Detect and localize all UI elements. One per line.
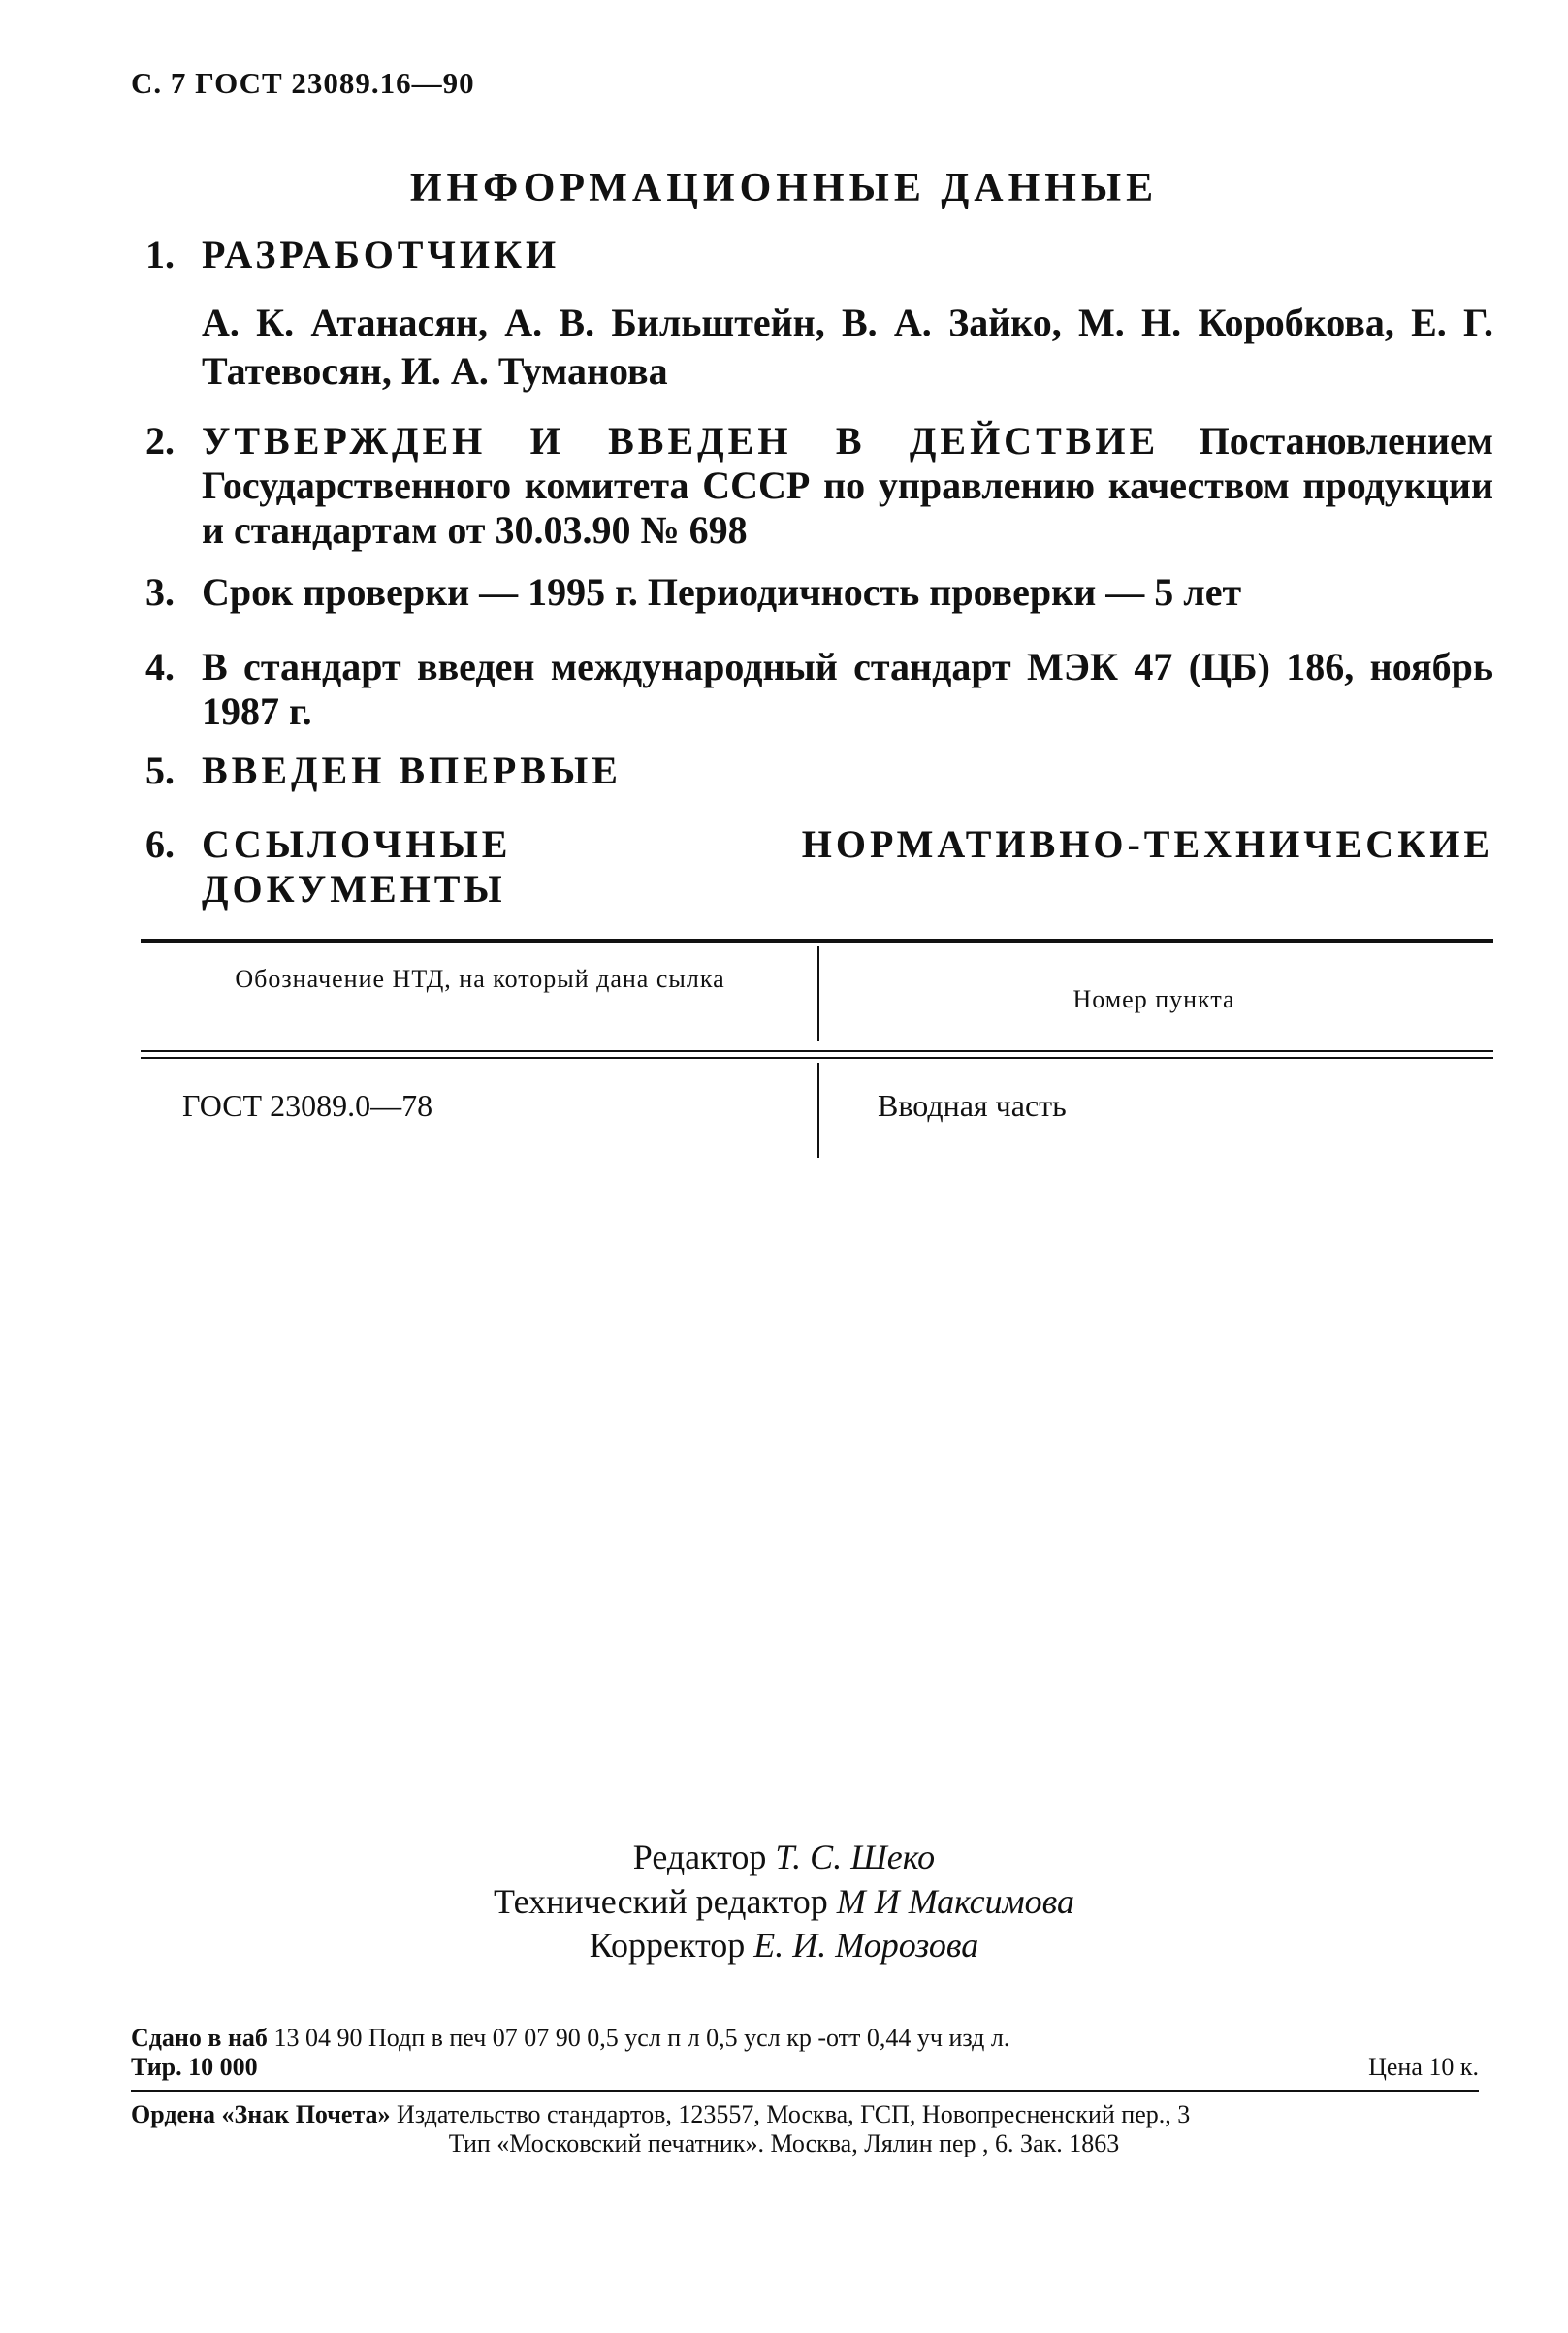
credit-corrector xyxy=(0,1925,1568,1965)
item-body xyxy=(202,419,1493,553)
item-number: 6. xyxy=(145,822,175,866)
publisher-line xyxy=(131,2100,1190,2129)
submitted-date: 13 04 90 xyxy=(273,2024,363,2052)
table-body-divider xyxy=(817,1063,819,1158)
publisher-prefix: Ордена «Знак Почета» xyxy=(131,2100,391,2128)
item-6 xyxy=(145,822,1493,911)
item-number: 2. xyxy=(145,419,175,463)
item-5 xyxy=(145,749,1493,793)
table-header-clause: Номер пункта xyxy=(1072,985,1235,1013)
table-top-rule xyxy=(141,939,1493,943)
submitted-label: Сдано в наб xyxy=(131,2024,268,2052)
tech-editor-label: Технический редактор xyxy=(494,1882,828,1921)
corrector-name: Е. И. Морозова xyxy=(753,1926,979,1965)
item-text: В стандарт введен международный стандарт МЭК 47 (ЦБ) 186, ноябрь 1987 г. xyxy=(202,645,1493,733)
item-number: 5. xyxy=(145,749,175,792)
credit-editor xyxy=(0,1837,1568,1877)
table-cell-clause: Вводная часть xyxy=(878,1088,1067,1123)
item-4 xyxy=(145,645,1493,734)
publisher-text: Издательство стандартов, 123557, Москва, ГСП, Новопресненский пер., 3 xyxy=(397,2100,1191,2128)
item-2 xyxy=(145,419,1493,553)
developers-list: А. К. Атанасян, А. В. Бильштейн, В. А. Зайко, М. Н. Коробкова, Е. Г. Татевосян, И. А. Туманова xyxy=(202,301,1493,393)
item-3 xyxy=(145,570,1493,615)
table-header-rule-1 xyxy=(141,1050,1493,1052)
imprint-line-2 xyxy=(131,2053,258,2082)
page-header: С. 7 ГОСТ 23089.16—90 xyxy=(131,66,475,100)
signed-label: Подп в печ xyxy=(368,2024,487,2052)
signed-date: 07 07 90 xyxy=(492,2024,581,2052)
table-header-rule-2 xyxy=(141,1057,1493,1059)
printer-line: Тип «Московский печатник». Москва, Лялин пер , 6. Зак. 1863 xyxy=(448,2129,1120,2157)
item-title: РАЗРАБОТЧИКИ xyxy=(202,233,560,276)
editor-label: Редактор xyxy=(632,1838,767,1876)
item-number: 1. xyxy=(145,233,175,276)
table-header-designation: Обозначение НТД, на который дана сылка xyxy=(235,965,725,993)
sheets-info: 0,5 усл п л 0,5 усл кр -отт 0,44 уч изд л. xyxy=(587,2024,1010,2052)
print-run-label: Тир. xyxy=(131,2053,182,2081)
item-number: 3. xyxy=(145,570,175,614)
price: Цена 10 к. xyxy=(1368,2053,1479,2081)
item-title: УТВЕРЖДЕН И ВВЕДЕН В ДЕЙСТВИЕ xyxy=(202,419,1160,463)
table-cell-designation: ГОСТ 23089.0—78 xyxy=(182,1088,433,1123)
table-header-divider xyxy=(817,946,819,1041)
tech-editor-name: М И Максимова xyxy=(836,1882,1074,1921)
editor-name: Т. С. Шеко xyxy=(775,1838,936,1876)
imprint-line-1 xyxy=(131,2024,1009,2053)
item-title: ССЫЛОЧНЫЕ НОРМАТИВНО-ТЕХНИЧЕСКИЕ ДОКУМЕНТЫ xyxy=(202,822,1493,911)
item-1 xyxy=(145,233,1493,277)
credit-tech-editor xyxy=(0,1881,1568,1922)
item-number: 4. xyxy=(145,645,175,688)
corrector-label: Корректор xyxy=(589,1926,746,1965)
section-title: ИНФОРМАЦИОННЫЕ ДАННЫЕ xyxy=(409,166,1159,210)
item-title: ВВЕДЕН ВПЕРВЫЕ xyxy=(202,749,622,792)
imprint-rule xyxy=(131,2090,1479,2092)
print-run-value: 10 000 xyxy=(188,2053,258,2081)
item-text: Постановлением Государственного комитета СССР по управлению качеством продукции и стандартам от 30.03.90 № 698 xyxy=(202,419,1493,552)
item-text: Срок проверки — 1995 г. Периодичность проверки — 5 лет xyxy=(202,570,1242,614)
